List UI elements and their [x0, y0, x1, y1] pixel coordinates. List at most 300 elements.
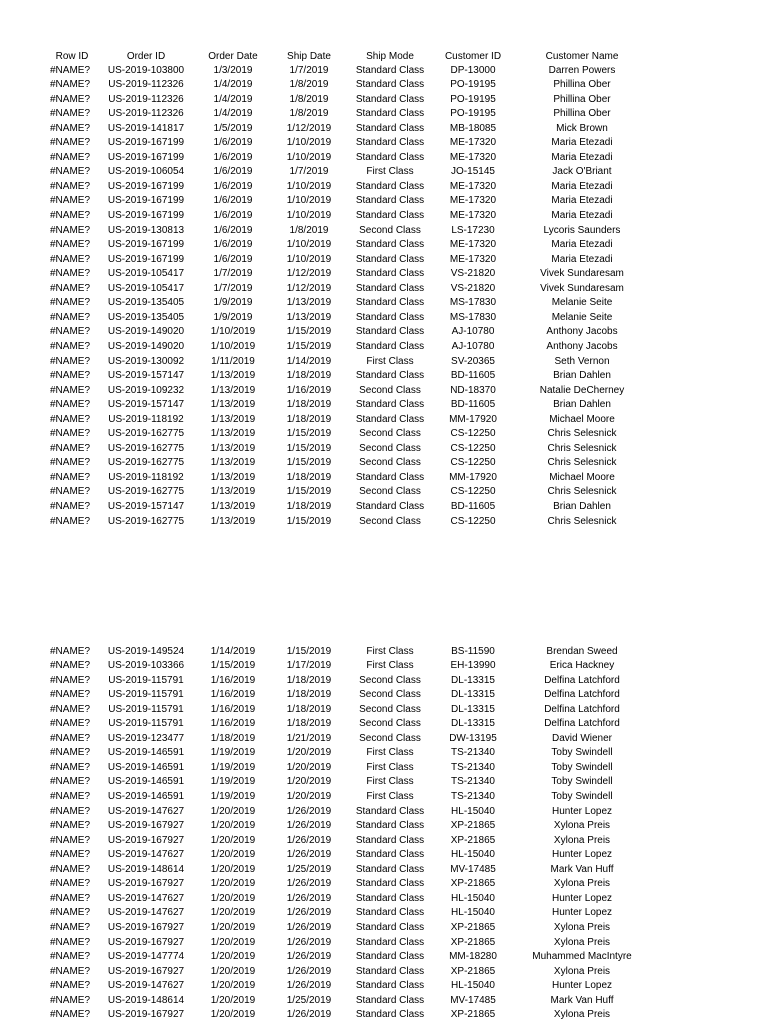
customer-name-cell: Xylona Preis	[553, 936, 611, 948]
order-date-cell: 1/20/2019	[210, 834, 256, 846]
row-id-cell: #NAME?	[50, 282, 91, 294]
customer-name-cell: Seth Vernon	[554, 355, 610, 367]
table-row	[0, 253, 768, 268]
ship-mode-cell: Standard Class	[355, 936, 425, 948]
ship-date-cell: 1/26/2019	[286, 921, 332, 933]
header-order-id: Order ID	[126, 51, 166, 62]
order-date-cell: 1/7/2019	[213, 268, 253, 280]
header-customer-id: Customer ID	[444, 51, 502, 62]
order-date-cell: 1/13/2019	[210, 384, 256, 396]
order-id-cell: US-2019-162775	[107, 457, 185, 469]
table-row	[0, 296, 768, 311]
customer-name-cell: Xylona Preis	[553, 921, 611, 933]
row-id-cell: #NAME?	[50, 326, 91, 338]
order-id-cell: US-2019-167927	[107, 936, 185, 948]
table-row	[0, 471, 768, 486]
table-row	[0, 355, 768, 370]
ship-date-cell: 1/18/2019	[286, 399, 332, 411]
customer-name-cell: Mark Van Huff	[550, 863, 614, 875]
order-date-cell: 1/9/2019	[213, 297, 253, 309]
ship-mode-cell: Second Class	[359, 689, 421, 701]
table-row	[0, 994, 768, 1009]
order-date-cell: 1/19/2019	[210, 761, 256, 773]
table-row	[0, 311, 768, 326]
customer-id-cell: AJ-10780	[451, 340, 495, 352]
order-id-cell: US-2019-162775	[107, 442, 185, 454]
row-id-cell: #NAME?	[50, 921, 91, 933]
table-row	[0, 180, 768, 195]
order-date-cell: 1/13/2019	[210, 413, 256, 425]
row-id-cell: #NAME?	[50, 907, 91, 919]
customer-name-cell: Xylona Preis	[553, 820, 611, 832]
order-date-cell: 1/20/2019	[210, 863, 256, 875]
ship-mode-cell: Standard Class	[355, 253, 425, 265]
customer-id-cell: XP-21865	[450, 820, 496, 832]
row-id-cell: #NAME?	[50, 674, 91, 686]
row-id-cell: #NAME?	[50, 340, 91, 352]
order-date-cell: 1/19/2019	[210, 791, 256, 802]
order-date-cell: 1/13/2019	[210, 399, 256, 411]
order-id-cell: US-2019-167927	[107, 921, 185, 933]
row-id-cell: #NAME?	[50, 718, 91, 730]
ship-mode-cell: Standard Class	[355, 108, 425, 120]
ship-mode-cell: Second Class	[359, 674, 421, 686]
order-date-cell: 1/20/2019	[210, 921, 256, 933]
customer-name-cell: Maria Etezadi	[551, 137, 613, 149]
order-date-cell: 1/6/2019	[213, 210, 253, 221]
ship-mode-cell: Standard Class	[355, 878, 425, 890]
ship-date-cell: 1/10/2019	[286, 253, 332, 265]
table-row	[0, 500, 768, 515]
ship-mode-cell: First Class	[366, 791, 414, 802]
order-date-cell: 1/6/2019	[213, 195, 253, 207]
ship-mode-cell: Standard Class	[355, 980, 425, 992]
order-date-cell: 1/10/2019	[210, 340, 256, 352]
customer-name-cell: Anthony Jacobs	[546, 340, 618, 352]
ship-mode-cell: Second Class	[359, 442, 421, 454]
ship-date-cell: 1/10/2019	[286, 180, 332, 192]
ship-mode-cell: Second Class	[359, 718, 421, 730]
ship-date-cell: 1/20/2019	[286, 747, 332, 759]
ship-mode-cell: Standard Class	[355, 326, 425, 338]
customer-id-cell: CS-12250	[450, 486, 496, 498]
ship-date-cell: 1/18/2019	[286, 471, 332, 483]
customer-name-cell: Delfina Latchford	[544, 703, 620, 715]
customer-name-cell: Vivek Sundaresam	[540, 282, 624, 294]
customer-id-cell: ME-17320	[449, 210, 497, 221]
table-row	[0, 834, 768, 849]
ship-date-cell: 1/12/2019	[286, 282, 332, 294]
customer-name-cell: Michael Moore	[549, 471, 615, 483]
order-id-cell: US-2019-115791	[108, 674, 184, 686]
order-id-cell: US-2019-123477	[107, 732, 185, 744]
ship-mode-cell: Standard Class	[355, 151, 425, 163]
customer-name-cell: Brian Dahlen	[553, 370, 611, 382]
row-id-cell: #NAME?	[50, 834, 91, 846]
customer-id-cell: BS-11590	[451, 645, 495, 657]
order-id-cell: US-2019-167199	[107, 180, 185, 192]
table-row	[0, 515, 768, 530]
row-id-cell: #NAME?	[50, 645, 91, 657]
table-row	[0, 413, 768, 428]
order-id-cell: US-2019-167199	[107, 239, 185, 251]
customer-id-cell: PO-19195	[450, 108, 496, 120]
customer-id-cell: SV-20365	[451, 355, 495, 367]
row-id-cell: #NAME?	[50, 253, 91, 265]
order-id-cell: US-2019-146591	[107, 776, 185, 788]
order-date-cell: 1/13/2019	[210, 486, 256, 498]
table-row	[0, 674, 768, 689]
ship-mode-cell: Standard Class	[355, 180, 425, 192]
row-id-cell: #NAME?	[50, 747, 91, 759]
customer-id-cell: ME-17320	[449, 239, 497, 251]
ship-mode-cell: Standard Class	[355, 64, 425, 76]
table-row	[0, 165, 768, 180]
customer-id-cell: ME-17320	[449, 151, 497, 163]
ship-mode-cell: Standard Class	[355, 399, 425, 411]
order-id-cell: US-2019-115791	[108, 689, 184, 701]
order-id-cell: US-2019-105417	[107, 282, 185, 294]
order-date-cell: 1/11/2019	[211, 355, 255, 367]
ship-date-cell: 1/15/2019	[286, 457, 332, 469]
row-id-cell: #NAME?	[50, 370, 91, 382]
ship-mode-cell: Standard Class	[355, 268, 425, 280]
order-date-cell: 1/6/2019	[213, 253, 253, 265]
ship-mode-cell: Standard Class	[355, 834, 425, 846]
ship-mode-cell: Standard Class	[355, 501, 425, 512]
order-date-cell: 1/13/2019	[210, 457, 256, 469]
ship-mode-cell: Standard Class	[355, 93, 425, 105]
customer-id-cell: ME-17320	[449, 253, 497, 265]
table-row	[0, 819, 768, 834]
table-row	[0, 936, 768, 951]
ship-date-cell: 1/18/2019	[286, 370, 332, 382]
ship-date-cell: 1/8/2019	[289, 93, 329, 105]
row-id-cell: #NAME?	[50, 297, 91, 309]
ship-mode-cell: Standard Class	[355, 805, 425, 817]
table-row	[0, 209, 768, 224]
table-row	[0, 746, 768, 761]
table-row	[0, 761, 768, 776]
customer-name-cell: Maria Etezadi	[551, 210, 613, 221]
customer-name-cell: Hunter Lopez	[551, 980, 613, 992]
order-date-cell: 1/4/2019	[213, 108, 253, 120]
table-row	[0, 965, 768, 980]
order-id-cell: US-2019-157147	[107, 399, 185, 411]
customer-id-cell: HL-15040	[451, 849, 495, 861]
customer-name-cell: Jack O'Briant	[552, 166, 612, 178]
customer-id-cell: TS-21340	[451, 791, 495, 802]
row-id-cell: #NAME?	[50, 399, 91, 411]
ship-date-cell: 1/10/2019	[286, 210, 332, 221]
customer-name-cell: Chris Selesnick	[547, 515, 617, 527]
row-id-cell: #NAME?	[50, 761, 91, 773]
order-id-cell: US-2019-167927	[107, 820, 185, 832]
order-date-cell: 1/16/2019	[210, 674, 256, 686]
order-date-cell: 1/7/2019	[213, 282, 253, 294]
ship-date-cell: 1/8/2019	[289, 224, 329, 236]
order-date-cell: 1/20/2019	[210, 907, 256, 919]
header-row	[0, 50, 768, 65]
customer-name-cell: Brian Dahlen	[553, 399, 611, 411]
table-row	[0, 848, 768, 863]
table-row	[0, 282, 768, 297]
ship-date-cell: 1/10/2019	[286, 239, 332, 251]
ship-mode-cell: Standard Class	[355, 849, 425, 861]
row-id-cell: #NAME?	[50, 820, 91, 832]
customer-name-cell: Hunter Lopez	[551, 892, 613, 904]
customer-name-cell: Maria Etezadi	[551, 253, 613, 265]
ship-date-cell: 1/26/2019	[286, 980, 332, 992]
row-id-cell: #NAME?	[50, 180, 91, 192]
order-date-cell: 1/6/2019	[213, 180, 253, 192]
ship-date-cell: 1/10/2019	[286, 137, 332, 149]
customer-name-cell: Toby Swindell	[551, 791, 613, 802]
customer-id-cell: HL-15040	[451, 980, 495, 992]
row-id-cell: #NAME?	[50, 703, 91, 715]
order-id-cell: US-2019-147774	[107, 951, 185, 963]
customer-name-cell: Natalie DeCherney	[539, 384, 625, 396]
customer-id-cell: XP-21865	[450, 834, 496, 846]
order-id-cell: US-2019-167199	[107, 151, 185, 163]
customer-id-cell: HL-15040	[451, 805, 495, 817]
customer-name-cell: Toby Swindell	[551, 761, 613, 773]
customer-name-cell: Anthony Jacobs	[546, 326, 618, 338]
customer-id-cell: XP-21865	[450, 936, 496, 948]
customer-name-cell: Vivek Sundaresam	[540, 268, 624, 280]
table-row	[0, 122, 768, 137]
customer-id-cell: EH-13990	[450, 660, 496, 672]
order-id-cell: US-2019-130092	[107, 355, 185, 367]
header-ship-date: Ship Date	[287, 51, 331, 62]
row-id-cell: #NAME?	[50, 166, 91, 178]
row-id-cell: #NAME?	[50, 122, 91, 134]
customer-id-cell: MM-18280	[449, 951, 497, 963]
order-id-cell: US-2019-147627	[107, 849, 185, 861]
order-date-cell: 1/20/2019	[210, 951, 256, 963]
table-row	[0, 659, 768, 674]
table-row	[0, 427, 768, 442]
customer-id-cell: TS-21340	[451, 761, 495, 773]
table-row	[0, 790, 768, 805]
ship-mode-cell: Standard Class	[355, 340, 425, 352]
order-id-cell: US-2019-147627	[107, 805, 185, 817]
customer-name-cell: Darren Powers	[548, 64, 616, 76]
customer-id-cell: ND-18370	[450, 384, 496, 396]
row-id-cell: #NAME?	[50, 951, 91, 963]
table-row	[0, 398, 768, 413]
row-id-cell: #NAME?	[50, 805, 91, 817]
row-id-cell: #NAME?	[50, 384, 91, 396]
table-row	[0, 1008, 768, 1023]
customer-id-cell: MM-17920	[449, 471, 497, 483]
table-row	[0, 325, 768, 340]
order-id-cell: US-2019-167199	[107, 210, 185, 221]
order-date-cell: 1/16/2019	[210, 718, 256, 730]
order-date-cell: 1/20/2019	[210, 878, 256, 890]
customer-id-cell: XP-21865	[450, 965, 496, 977]
ship-mode-cell: Standard Class	[355, 965, 425, 977]
order-id-cell: US-2019-109232	[107, 384, 185, 396]
order-id-cell: US-2019-167927	[107, 965, 185, 977]
ship-mode-cell: Standard Class	[355, 297, 425, 309]
row-id-cell: #NAME?	[50, 195, 91, 207]
header-customer-name: Customer Name	[545, 51, 619, 62]
row-id-cell: #NAME?	[50, 980, 91, 992]
table-row	[0, 979, 768, 994]
ship-date-cell: 1/14/2019	[286, 355, 332, 367]
customer-id-cell: TS-21340	[451, 747, 495, 759]
table-row	[0, 688, 768, 703]
ship-mode-cell: Second Class	[359, 486, 421, 498]
row-id-cell: #NAME?	[50, 936, 91, 948]
table-row	[0, 194, 768, 209]
table-row	[0, 78, 768, 93]
ship-mode-cell: Standard Class	[355, 892, 425, 904]
order-id-cell: US-2019-115791	[108, 703, 184, 715]
customer-name-cell: Melanie Seite	[551, 297, 613, 309]
ship-date-cell: 1/18/2019	[286, 689, 332, 701]
customer-id-cell: CS-12250	[450, 457, 496, 469]
ship-date-cell: 1/21/2019	[286, 732, 332, 744]
row-id-cell: #NAME?	[50, 93, 91, 105]
customer-name-cell: Phillina Ober	[553, 108, 611, 120]
customer-id-cell: DW-13195	[449, 732, 497, 744]
table-row	[0, 238, 768, 253]
ship-mode-cell: Standard Class	[355, 471, 425, 483]
table-row	[0, 877, 768, 892]
order-id-cell: US-2019-103800	[107, 64, 185, 76]
customer-name-cell: Erica Hackney	[549, 660, 615, 672]
row-id-cell: #NAME?	[50, 965, 91, 977]
customer-id-cell: HL-15040	[451, 892, 495, 904]
ship-date-cell: 1/15/2019	[286, 486, 332, 498]
customer-name-cell: Hunter Lopez	[551, 805, 613, 817]
customer-id-cell: BD-11605	[450, 501, 496, 512]
customer-name-cell: Hunter Lopez	[551, 907, 613, 919]
order-id-cell: US-2019-149524	[107, 645, 185, 657]
table-row	[0, 136, 768, 151]
ship-date-cell: 1/26/2019	[286, 1009, 332, 1021]
order-date-cell: 1/13/2019	[210, 442, 256, 454]
customer-id-cell: MS-17830	[449, 297, 497, 309]
ship-date-cell: 1/12/2019	[286, 122, 332, 134]
ship-date-cell: 1/26/2019	[286, 965, 332, 977]
order-date-cell: 1/6/2019	[213, 166, 253, 178]
ship-date-cell: 1/26/2019	[286, 834, 332, 846]
order-date-cell: 1/13/2019	[210, 370, 256, 382]
order-id-cell: US-2019-157147	[107, 501, 185, 512]
customer-name-cell: Xylona Preis	[553, 1009, 611, 1021]
ship-date-cell: 1/26/2019	[286, 878, 332, 890]
ship-date-cell: 1/18/2019	[286, 703, 332, 715]
ship-date-cell: 1/18/2019	[286, 413, 332, 425]
order-id-cell: US-2019-112326	[108, 79, 184, 91]
table-row	[0, 442, 768, 457]
customer-id-cell: ME-17320	[449, 137, 497, 149]
ship-mode-cell: Standard Class	[355, 820, 425, 832]
customer-id-cell: PO-19195	[450, 79, 496, 91]
table-row	[0, 340, 768, 355]
ship-mode-cell: First Class	[366, 166, 414, 178]
row-id-cell: #NAME?	[50, 355, 91, 367]
order-date-cell: 1/3/2019	[213, 64, 253, 76]
customer-name-cell: Delfina Latchford	[544, 689, 620, 701]
order-id-cell: US-2019-146591	[107, 761, 185, 773]
customer-name-cell: Mark Van Huff	[550, 994, 614, 1006]
customer-name-cell: Chris Selesnick	[547, 442, 617, 454]
order-date-cell: 1/16/2019	[210, 689, 256, 701]
ship-date-cell: 1/15/2019	[286, 515, 332, 527]
order-date-cell: 1/6/2019	[213, 239, 253, 251]
ship-date-cell: 1/16/2019	[286, 384, 332, 396]
row-id-cell: #NAME?	[50, 486, 91, 498]
customer-name-cell: Muhammed MacIntyre	[532, 951, 632, 963]
row-id-cell: #NAME?	[50, 268, 91, 280]
ship-date-cell: 1/10/2019	[286, 151, 332, 163]
customer-name-cell: Phillina Ober	[553, 93, 611, 105]
customer-name-cell: Brendan Sweed	[546, 645, 618, 657]
customer-id-cell: MB-18085	[449, 122, 497, 134]
order-id-cell: US-2019-167199	[107, 137, 185, 149]
table-row	[0, 93, 768, 108]
ship-mode-cell: Standard Class	[355, 311, 425, 323]
table-row	[0, 267, 768, 282]
table-row	[0, 369, 768, 384]
row-id-cell: #NAME?	[50, 137, 91, 149]
row-id-cell: #NAME?	[50, 224, 91, 236]
customer-id-cell: BD-11605	[450, 370, 496, 382]
order-id-cell: US-2019-162775	[107, 515, 185, 527]
order-date-cell: 1/4/2019	[213, 93, 253, 105]
customer-name-cell: Brian Dahlen	[553, 501, 611, 512]
ship-date-cell: 1/7/2019	[289, 166, 329, 178]
table-row	[0, 703, 768, 718]
customer-name-cell: Maria Etezadi	[551, 239, 613, 251]
table-row	[0, 892, 768, 907]
customer-name-cell: Xylona Preis	[553, 834, 611, 846]
order-date-cell: 1/6/2019	[213, 137, 253, 149]
order-id-cell: US-2019-115791	[108, 718, 184, 730]
customer-id-cell: XP-21865	[450, 1009, 496, 1021]
ship-mode-cell: Standard Class	[355, 1009, 425, 1021]
order-date-cell: 1/20/2019	[210, 965, 256, 977]
customer-id-cell: DL-13315	[451, 718, 495, 730]
order-date-cell: 1/19/2019	[210, 776, 256, 788]
customer-name-cell: Chris Selesnick	[547, 457, 617, 469]
ship-mode-cell: Standard Class	[355, 907, 425, 919]
row-id-cell: #NAME?	[50, 994, 91, 1006]
order-date-cell: 1/20/2019	[210, 849, 256, 861]
row-id-cell: #NAME?	[50, 151, 91, 163]
order-id-cell: US-2019-167927	[107, 834, 185, 846]
ship-mode-cell: First Class	[366, 660, 414, 672]
ship-mode-cell: Standard Class	[355, 210, 425, 221]
order-id-cell: US-2019-148614	[107, 994, 185, 1006]
ship-date-cell: 1/26/2019	[286, 820, 332, 832]
ship-date-cell: 1/20/2019	[286, 791, 332, 802]
order-date-cell: 1/9/2019	[213, 311, 253, 323]
order-date-cell: 1/16/2019	[210, 703, 256, 715]
ship-date-cell: 1/13/2019	[286, 297, 332, 309]
row-id-cell: #NAME?	[50, 239, 91, 251]
row-id-cell: #NAME?	[50, 776, 91, 788]
customer-name-cell: Delfina Latchford	[544, 674, 620, 686]
table-row	[0, 921, 768, 936]
order-date-cell: 1/13/2019	[210, 471, 256, 483]
table-row	[0, 906, 768, 921]
row-id-cell: #NAME?	[50, 442, 91, 454]
